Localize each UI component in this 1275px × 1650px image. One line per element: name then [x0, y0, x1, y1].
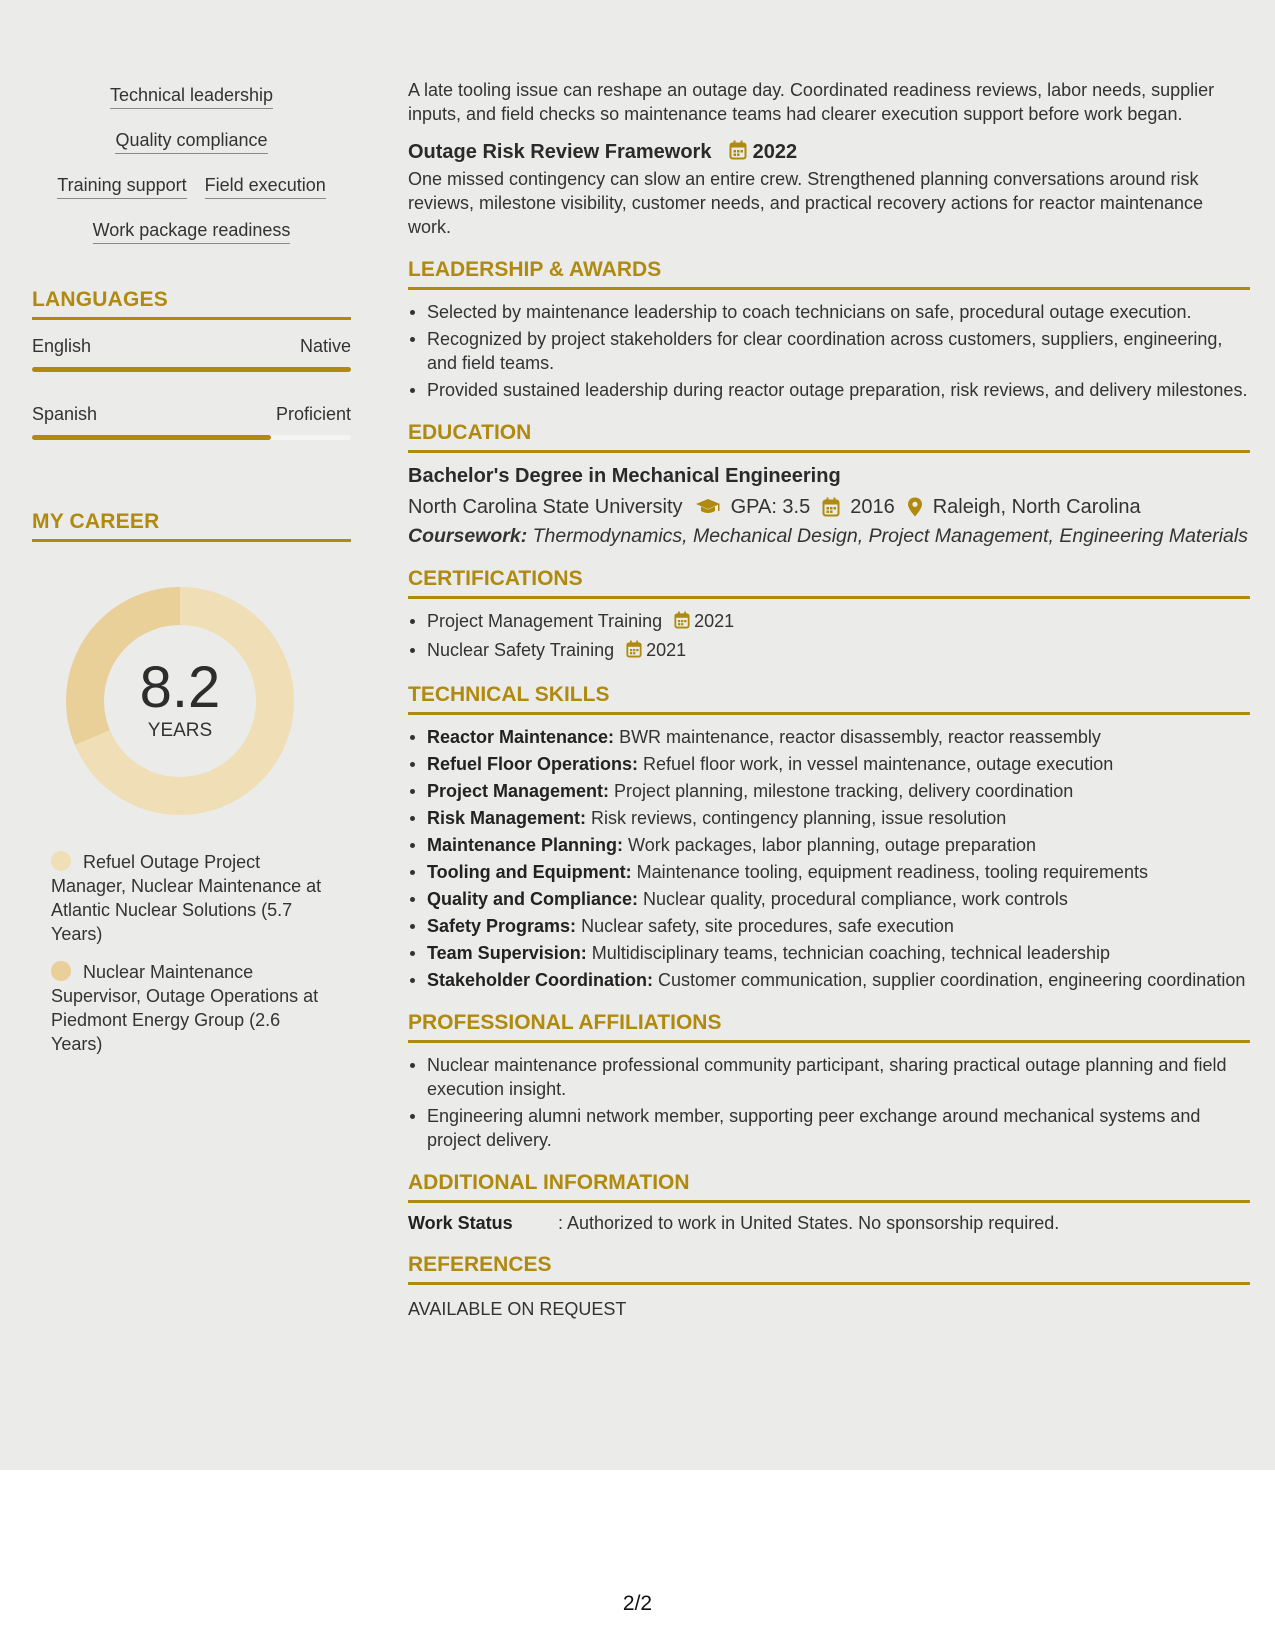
- language-bar-fill: [32, 435, 271, 440]
- language-bar-fill: [32, 367, 351, 372]
- technical-skill-value: Refuel floor work, in vessel maintenance, outage execution: [638, 754, 1114, 774]
- technical-skill-item: [408, 806, 1250, 830]
- project-title: Outage Risk Review Framework: [408, 141, 712, 163]
- education-year: 2016: [850, 496, 895, 518]
- skill-tag: Field execution: [205, 174, 326, 199]
- language-item: [32, 336, 351, 372]
- project-heading: [408, 139, 1250, 167]
- certification-name: Nuclear Safety Training: [427, 640, 615, 660]
- career-legend-label: Refuel Outage Project Manager, Nuclear Maintenance at Atlantic Nuclear Solutions (5.7 Years): [51, 852, 322, 944]
- technical-skill-value: Multidisciplinary teams, technician coaching, technical leadership: [586, 943, 1110, 963]
- certifications-title: CERTIFICATIONS: [408, 566, 1250, 599]
- certification-item: [408, 609, 1250, 635]
- education-school: North Carolina State University: [408, 496, 683, 518]
- affiliations-section: [408, 1010, 1250, 1152]
- education-title: EDUCATION: [408, 420, 1250, 453]
- technical-skills-title: TECHNICAL SKILLS: [408, 682, 1250, 715]
- education-details: [408, 493, 1250, 521]
- skill-tags: [32, 84, 351, 244]
- career-unit: YEARS: [147, 720, 213, 741]
- affiliations-list: [408, 1053, 1250, 1152]
- technical-skill-value: Customer communication, supplier coordination, engineering coordination: [653, 970, 1246, 990]
- languages-section: [32, 288, 351, 440]
- technical-skill-value: BWR maintenance, reactor disassembly, reactor reassembly: [614, 727, 1101, 747]
- technical-skill-label: Refuel Floor Operations:: [427, 754, 639, 774]
- languages-title: LANGUAGES: [32, 288, 351, 320]
- language-list: [32, 336, 351, 440]
- certification-name: Project Management Training: [427, 611, 663, 631]
- coursework-list: Thermodynamics, Mechanical Design, Project Management, Engineering Materials: [527, 525, 1248, 547]
- calendar-icon: [674, 611, 690, 635]
- technical-skills-section: [408, 682, 1250, 992]
- additional-info-title: ADDITIONAL INFORMATION: [408, 1170, 1250, 1203]
- education-location: Raleigh, North Carolina: [932, 496, 1141, 518]
- skill-tag: Training support: [57, 174, 186, 199]
- leadership-item: Provided sustained leadership during reactor outage preparation, risk reviews, and delivery milestones.: [408, 378, 1250, 402]
- technical-skill-label: Risk Management:: [427, 808, 587, 828]
- project-description: One missed contingency can slow an entire crew. Strengthened planning conversations around risk reviews, milestone visibility, customer needs, and practical recovery actions for reactor maintenance work.: [408, 169, 1204, 237]
- language-row: [32, 404, 351, 425]
- leadership-section: [408, 257, 1250, 402]
- technical-skill-label: Team Supervision:: [427, 943, 587, 963]
- technical-skill-label: Project Management:: [427, 781, 610, 801]
- certification-year: 2021: [694, 611, 735, 631]
- technical-skill-value: Nuclear safety, site procedures, safe execution: [576, 916, 954, 936]
- skill-tag-row: [32, 174, 351, 199]
- technical-skill-value: Nuclear quality, procedural compliance, work controls: [638, 889, 1068, 909]
- language-level: Native: [299, 336, 351, 356]
- certifications-section: [408, 566, 1250, 664]
- technical-skill-item: [408, 779, 1250, 803]
- skill-tag: Quality compliance: [115, 129, 267, 154]
- coursework-label: Coursework:: [408, 525, 528, 547]
- certification-item: [408, 638, 1250, 664]
- technical-skill-value: Maintenance tooling, equipment readiness, tooling requirements: [631, 862, 1148, 882]
- skill-tag-row: [32, 129, 351, 154]
- leadership-item: Recognized by project stakeholders for clear coordination across customers, suppliers, engineering, and field teams.: [408, 327, 1250, 375]
- additional-info-section: [408, 1170, 1250, 1234]
- technical-skill-item: [408, 752, 1250, 776]
- calendar-icon: [626, 640, 642, 664]
- technical-skill-label: Maintenance Planning:: [427, 835, 624, 855]
- career-title: MY CAREER: [32, 510, 351, 542]
- education-coursework: [408, 524, 1250, 548]
- technical-skill-label: Tooling and Equipment:: [427, 862, 632, 882]
- certification-year: 2021: [646, 640, 687, 660]
- references-title: REFERENCES: [408, 1252, 1250, 1285]
- technical-skill-label: Safety Programs:: [427, 916, 577, 936]
- technical-skill-item: [408, 725, 1250, 749]
- leadership-item: Selected by maintenance leadership to coach technicians on safe, procedural outage execution.: [408, 300, 1250, 324]
- affiliation-item: Nuclear maintenance professional community participant, sharing practical outage planning and field execution insight.: [408, 1053, 1250, 1101]
- technical-skill-item: [408, 887, 1250, 911]
- skill-tag-row: [32, 219, 351, 244]
- technical-skill-item: [408, 860, 1250, 884]
- career-legend-item: [51, 960, 331, 1056]
- language-bar: [32, 367, 351, 372]
- project-year: 2022: [752, 141, 798, 163]
- career-legend-label: Nuclear Maintenance Supervisor, Outage Operations at Piedmont Energy Group (2.6 Years): [51, 962, 319, 1054]
- technical-skill-item: [408, 968, 1250, 992]
- language-level: Proficient: [275, 404, 351, 424]
- technical-skill-value: Work packages, labor planning, outage preparation: [623, 835, 1036, 855]
- education-degree: Bachelor's Degree in Mechanical Engineering: [408, 465, 841, 487]
- language-bar: [32, 435, 351, 440]
- left-column: [32, 84, 351, 1070]
- career-center: [65, 655, 295, 742]
- technical-skill-label: Quality and Compliance:: [427, 889, 639, 909]
- skill-tag: Technical leadership: [110, 84, 273, 109]
- graduation-cap-icon: [695, 498, 721, 516]
- technical-skill-item: [408, 914, 1250, 938]
- calendar-icon: [729, 140, 747, 167]
- legend-dot-icon: [51, 851, 71, 871]
- skill-tag: Work package readiness: [93, 219, 291, 244]
- technical-skill-label: Stakeholder Coordination:: [427, 970, 654, 990]
- leadership-list: [408, 300, 1250, 402]
- work-status-row: [408, 1213, 1250, 1234]
- intro-paragraph: A late tooling issue can reshape an outage day. Coordinated readiness reviews, labor needs, supplier inputs, and field checks so maintenance teams had clearer execution support before work began.: [408, 80, 1215, 124]
- location-pin-icon: [907, 497, 923, 517]
- career-total: 8.2: [139, 655, 221, 720]
- calendar-icon: [822, 497, 840, 517]
- career-legend: [51, 850, 331, 1056]
- technical-skill-item: [408, 833, 1250, 857]
- work-status-label: Work Status: [408, 1213, 513, 1233]
- page-number: 2/2: [622, 1592, 653, 1615]
- legend-dot-icon: [51, 961, 71, 981]
- right-column: [408, 78, 1250, 1320]
- certifications-list: [408, 609, 1250, 664]
- skill-tag-row: [32, 84, 351, 109]
- leadership-title: LEADERSHIP & AWARDS: [408, 257, 1250, 290]
- career-donut-chart: [65, 586, 295, 816]
- references-section: [408, 1252, 1250, 1320]
- career-section: [32, 510, 351, 1056]
- language-name: English: [32, 336, 92, 356]
- technical-skill-value: Project planning, milestone tracking, delivery coordination: [609, 781, 1074, 801]
- career-legend-item: [51, 850, 331, 946]
- language-row: [32, 336, 351, 357]
- references-text: AVAILABLE ON REQUEST: [408, 1299, 627, 1319]
- technical-skill-item: [408, 941, 1250, 965]
- education-gpa: GPA: 3.5: [730, 496, 811, 518]
- affiliations-title: PROFESSIONAL AFFILIATIONS: [408, 1010, 1250, 1043]
- technical-skills-list: [408, 725, 1250, 992]
- technical-skill-label: Reactor Maintenance:: [427, 727, 615, 747]
- technical-skill-value: Risk reviews, contingency planning, issue resolution: [586, 808, 1007, 828]
- education-section: [408, 420, 1250, 548]
- work-status-value: : Authorized to work in United States. No sponsorship required.: [558, 1213, 1060, 1233]
- language-item: [32, 404, 351, 440]
- language-name: Spanish: [32, 404, 98, 424]
- affiliation-item: Engineering alumni network member, supporting peer exchange around mechanical systems and project delivery.: [408, 1104, 1250, 1152]
